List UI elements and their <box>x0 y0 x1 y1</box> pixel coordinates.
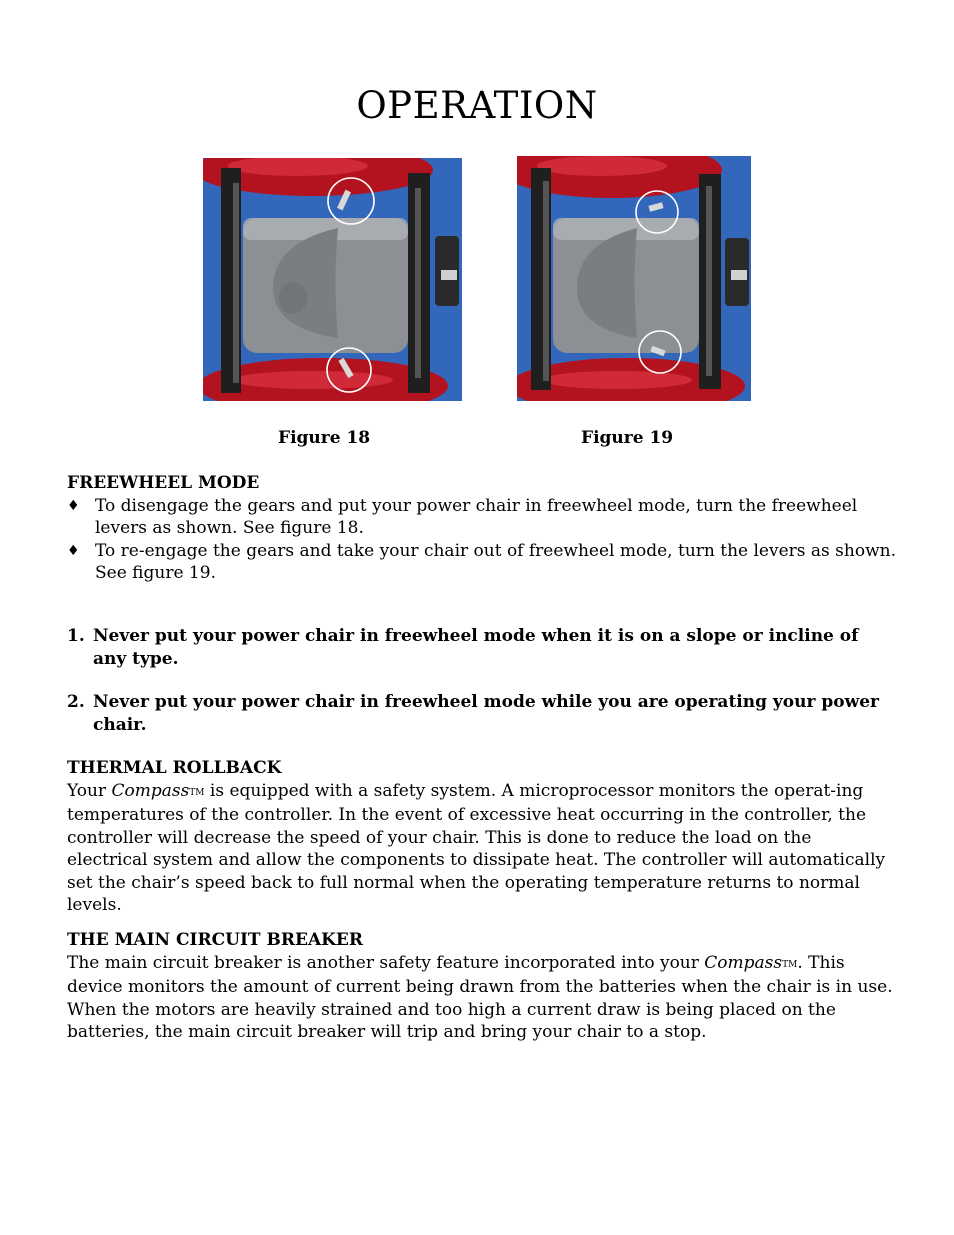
bullet-text: To re-engage the gears and take your chair out of freewheel mode, turn the levers as shown. See figure 19. <box>95 540 896 583</box>
thermal-paragraph: Your CompassTM is equipped with a safety system. A microprocessor monitors the operat-ing temperatures of the controller. In the event of excessive heat occurring in the controller, the controller will decrease the speed of your chair. This is done to reduce the load on the electrical system and allow the components to dissipate heat. The controller will automatically set the chair’s speed back to full normal when the operating temperature returns to normal levels. <box>67 780 886 915</box>
breaker-paragraph: The main circuit breaker is another safety feature incorporated into your CompassTM. This device monitors the amount of current being drawn from the batteries when the chair is in use. When the motors are heavily strained and too high a current draw is being placed on the batteries, the main circuit breaker will trip and bring your chair to a stop. <box>67 952 893 1042</box>
figure-19-caption: Figure 19 <box>581 428 674 448</box>
brand-name: Compass <box>704 952 783 973</box>
thermal-section <box>67 757 897 917</box>
warning-text: Never put your power chair in freewheel mode when it is on a slope or incline of any type. <box>93 626 859 669</box>
warning-item <box>67 625 897 670</box>
figure-18-caption: Figure 18 <box>278 428 371 448</box>
breaker-section <box>67 929 897 1044</box>
breaker-heading: THE MAIN CIRCUIT BREAKER <box>67 930 363 950</box>
freewheel-bullet <box>67 540 897 585</box>
diamond-bullet-icon: ♦ <box>67 497 80 514</box>
freewheel-bullet <box>67 495 897 540</box>
trademark-mark: TM <box>189 787 205 798</box>
freewheel-heading: FREEWHEEL MODE <box>67 473 260 493</box>
brand-name: Compass <box>111 780 190 801</box>
trademark-mark: TM <box>782 959 798 970</box>
bullet-text: To disengage the gears and put your power chair in freewheel mode, turn the freewheel levers as shown. See figure 18. <box>95 495 858 538</box>
diamond-bullet-icon: ♦ <box>67 542 80 559</box>
warning-number: 2. <box>67 692 85 712</box>
warning-number: 1. <box>67 626 85 646</box>
thermal-heading: THERMAL ROLLBACK <box>67 758 282 778</box>
warning-item <box>67 691 897 736</box>
figure-18-photo <box>203 158 462 401</box>
page-title: OPERATION <box>356 84 598 127</box>
figure-19-photo <box>517 156 751 401</box>
freewheel-section <box>67 472 897 585</box>
warning-text: Never put your power chair in freewheel mode while you are operating your power chair. <box>93 692 880 735</box>
